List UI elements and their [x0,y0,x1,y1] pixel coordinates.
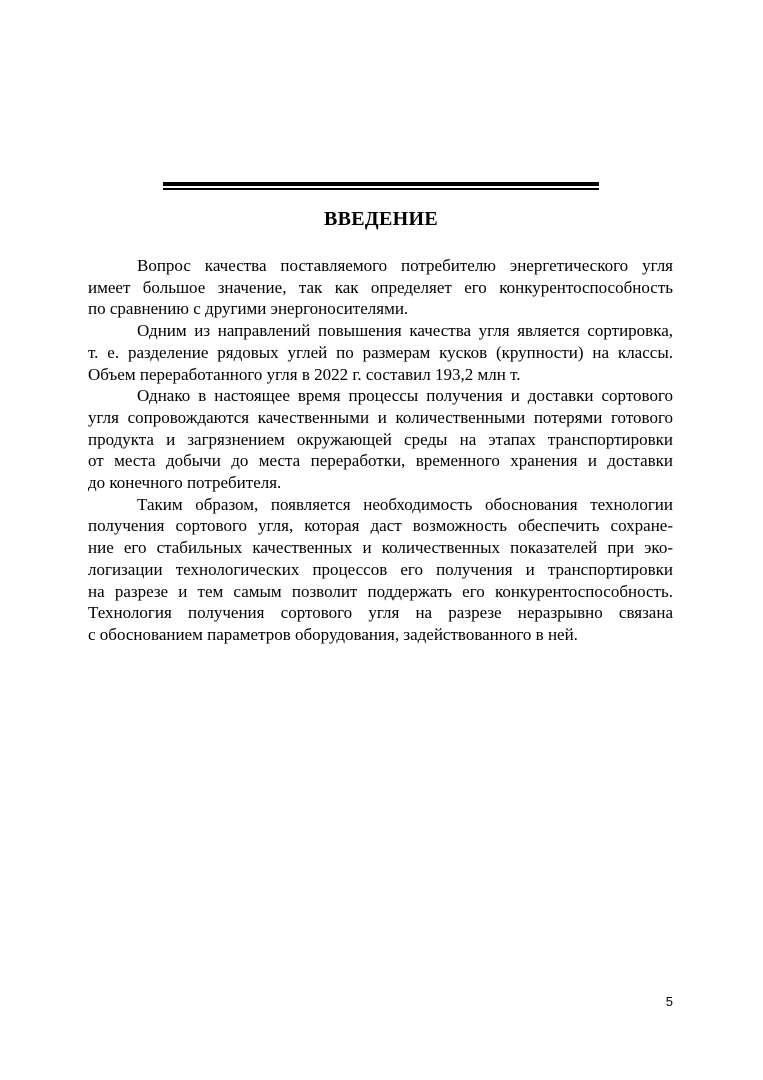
text-line: по сравнению с другими энергоносителями. [88,299,409,319]
text-line: получения сортового угля, которая даст возможность обеспечить сохране- [88,516,673,536]
paragraph-2 [88,320,673,385]
text-line: логизации технологических процессов его получения и транспортировки [88,559,673,579]
text-line: Технология получения сортового угля на разрезе неразрывно связана [88,603,673,623]
text-line: на разрезе и тем самым позволит поддержать его конкурентоспособность. [88,581,673,601]
text-line: до конечного потребителя. [88,473,282,493]
heading-double-rule [163,182,599,190]
text-line: Однако в настоящее время процессы получения и доставки сортового [137,386,673,406]
text-line: имеет большое значение, так как определяет его конкурентоспособность [88,277,673,297]
page-number: 5 [665,994,673,1009]
page-title: ВВЕДЕНИЕ [324,208,438,230]
paragraph-3 [88,385,673,494]
text-line: угля сопровождаются качественными и количественными потерями готового [88,407,673,427]
rule-thin-line [163,188,599,190]
body-text [88,255,673,646]
text-line: Одним из направлений повышения качества угля является сортировка, [137,321,673,341]
text-line: т. е. разделение рядовых углей по размерам кусков (крупности) на классы. [88,342,673,362]
text-line: Таким образом, появляется необходимость обоснования технологии [137,494,673,514]
paragraph-1 [88,255,673,320]
text-line: с обоснованием параметров оборудования, задействованного в ней. [88,624,578,644]
text-line: от места добычи до места переработки, временного хранения и доставки [88,451,673,471]
text-line: Вопрос качества поставляемого потребителю энергетического угля [137,256,673,275]
text-line: Объем переработанного угля в 2022 г. составил 193,2 млн т. [88,364,521,384]
text-line: продукта и загрязнением окружающей среды на этапах транспортировки [88,429,673,449]
text-line: ние его стабильных качественных и количественных показателей при эко- [88,538,673,558]
paragraph-4 [88,494,673,646]
